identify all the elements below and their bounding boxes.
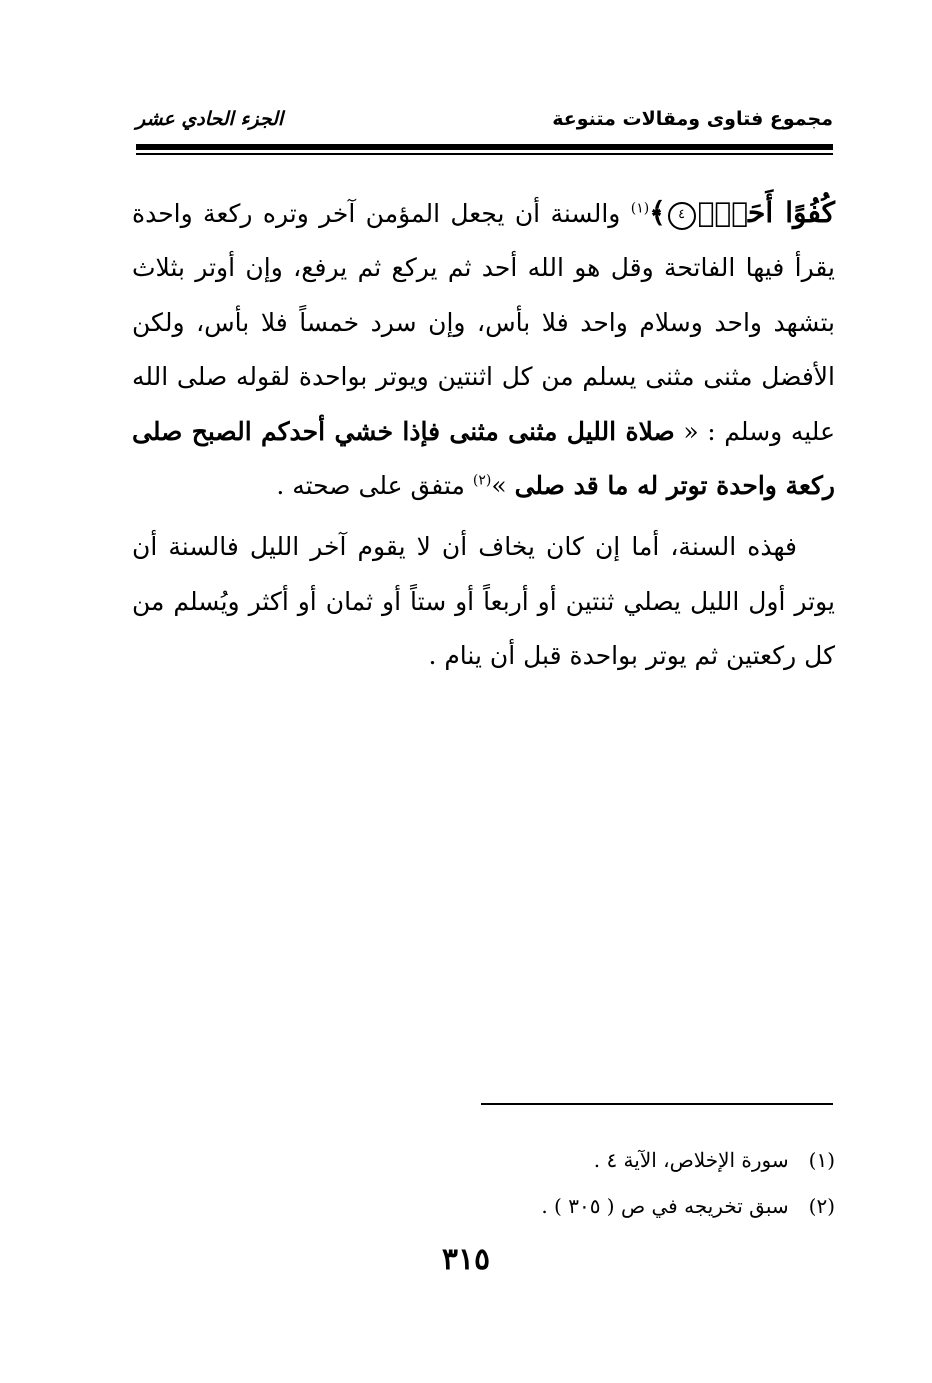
hadith-quote: صلاة الليل مثنى مثنى فإذا خشي أحدكم الصبح صلى ركعة واحدة توتر له ما قد صلى bbox=[132, 416, 835, 501]
footnote-ref-2: (٢) bbox=[472, 472, 492, 489]
paragraph-1 bbox=[132, 186, 835, 513]
series-title: مجموع فتاوى ومقالات متنوعة bbox=[552, 108, 833, 130]
footnote-text: سبق تخريجه في ص ( ٣٠٥ ) . bbox=[541, 1194, 789, 1218]
footnotes bbox=[400, 1140, 835, 1232]
volume-label: الجزء الحادي عشر bbox=[136, 108, 284, 130]
footnote-text: سورة الإخلاص، الآية ٤ . bbox=[593, 1148, 789, 1172]
paragraph-2: فهذه السنة، أما إن كان يخاف أن لا يقوم آخر الليل فالسنة أن يوتر أول الليل يصلي ثنتين أو أربعاً أو ستاً أو ثمان أو أكثر ويُسلم من كل ركعتين ثم يوتر بواحدة قبل أن ينام . bbox=[132, 532, 835, 671]
main-text bbox=[132, 186, 835, 684]
footnote-separator bbox=[481, 1103, 833, 1105]
hadith-close-quote: » bbox=[491, 471, 515, 501]
footnote-1 bbox=[400, 1140, 835, 1186]
footnote-2 bbox=[400, 1186, 835, 1232]
quran-verse-fragment: كُفُوًا أَحَدٌۢ bbox=[697, 196, 835, 229]
header-rule-thin bbox=[136, 153, 833, 155]
footnote-number: (٢) bbox=[808, 1194, 835, 1218]
running-header bbox=[136, 108, 833, 142]
paragraph-1-text-b: متفق على صحته . bbox=[276, 471, 473, 501]
footnote-number: (١) bbox=[808, 1148, 835, 1172]
page-number: ٣١٥ bbox=[441, 1242, 491, 1277]
ayah-number-marker: ٤ bbox=[668, 202, 696, 230]
quran-close-bracket: ﴾ bbox=[649, 196, 666, 229]
header-rule-thick bbox=[136, 144, 833, 150]
paragraph-1-text-a: والسنة أن يجعل المؤمن آخر وتره ركعة واحدة يقرأ فيها الفاتحة وقل هو الله أحد ثم يركع ثم يرفع، وإن أوتر بثلاث بتشهد واحد وسلام واحد فلا بأس، وإن سرد خمساً فلا بأس، ولكن الأفضل مثنى مثنى يسلم من كل اثنتين ويوتر بواحدة لقوله صلى الله عليه وسلم : « bbox=[132, 199, 835, 446]
footnote-ref-1: (١) bbox=[630, 200, 650, 217]
